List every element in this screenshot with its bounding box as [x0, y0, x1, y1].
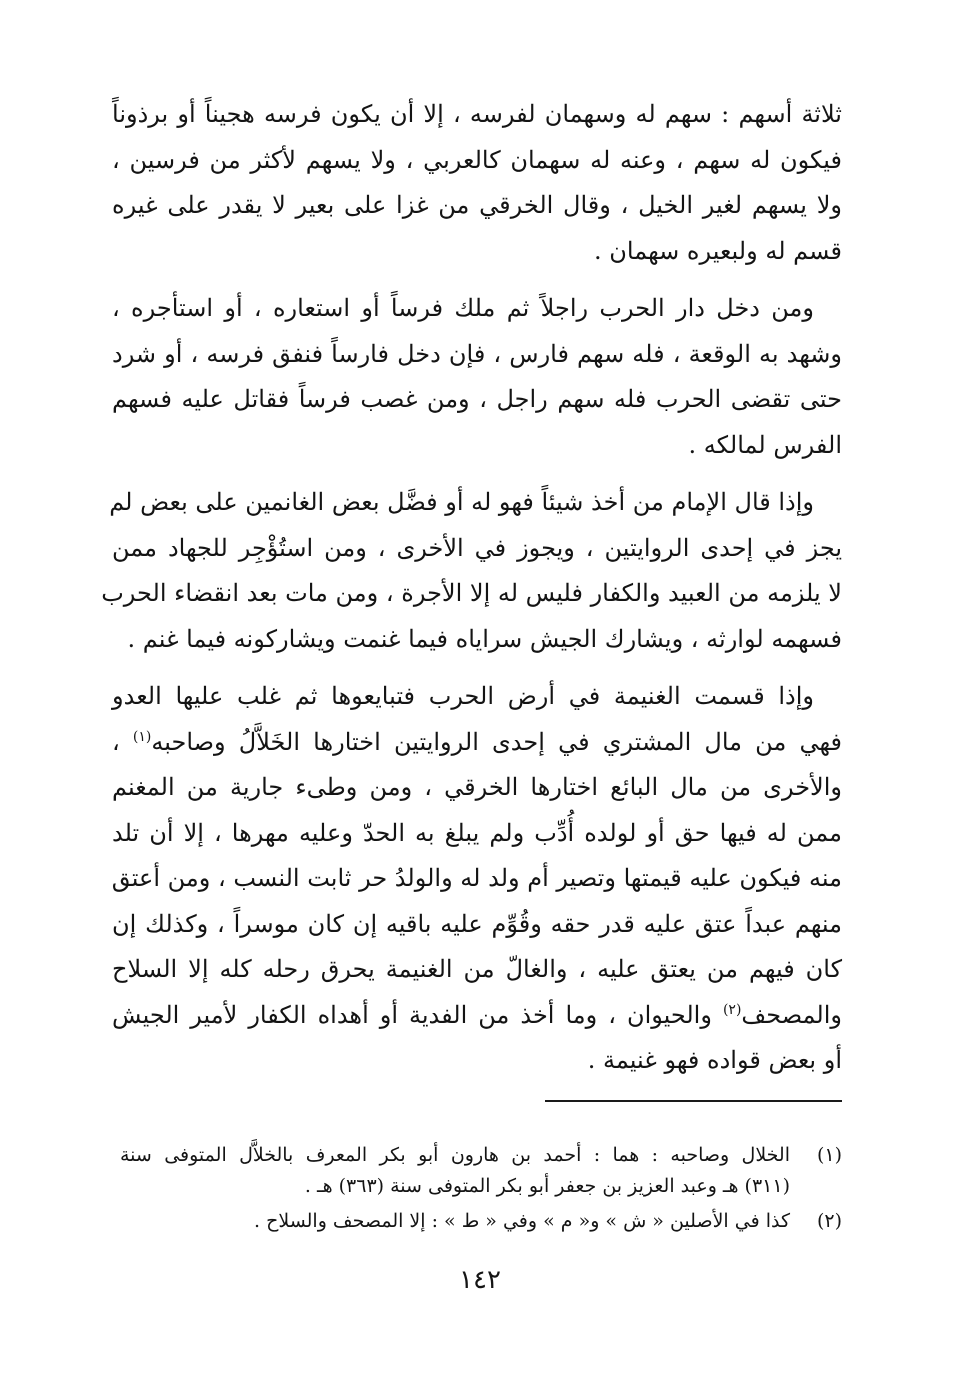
main-text	[101, 92, 843, 1096]
footnote-line: (٣١١) هـ وعبد العزيز بن جعفر أبو بكر المتوفى سنة (٣٦٣) هـ .	[304, 1175, 790, 1197]
text-line: فسهمه لوارثه ، ويشارك الجيش سراياه فيما غنمت ويشاركونه فيما غنم .	[127, 624, 842, 653]
footnote-divider	[545, 1100, 842, 1102]
text-segment: فهي من مال المشتري في إحدى الروايتين اختارها الخَلاَّلُ وصاحبه	[151, 727, 843, 756]
paragraph-3	[101, 480, 842, 662]
text-line	[112, 720, 842, 766]
text-line: أو بعض قواده فهو غنيمة .	[587, 1046, 842, 1074]
text-segment: ،	[112, 727, 133, 756]
text-line: كان فيهم من يعتق عليه ، والغالّ من الغنيمة يحرق رحله كله إلا السلاح	[112, 955, 842, 983]
text-segment: والحيوان ، وما أخذ من الفدية أو أهداه الكفار لأمير الجيش	[112, 1000, 723, 1029]
text-line: والأخرى من مال البائع اختارها الخرقي ، ومن وطىء جارية من المغنم	[112, 773, 842, 801]
footnote-1	[120, 1140, 842, 1202]
page-number: ١٤٢	[459, 1265, 501, 1295]
footnote-marker-2[interactable]: (٢)	[722, 1001, 742, 1018]
text-line: حتى تقضى الحرب فله سهم راجل ، ومن غصب فرساً فقاتل عليه فسهم	[112, 385, 842, 413]
text-line: ثلاثة أسهم : سهم له وسهمان لفرسه ، إلا أن يكون فرسه هجيناً أو برذوناً	[112, 100, 842, 128]
text-line: الفرس لمالكه .	[688, 430, 842, 459]
text-line: قسم له ولبعيره سهمان .	[594, 236, 842, 265]
footnote-line: كذا في الأصلين « ش » و« م » وفي « ط » : إلا المصحف والسلاح .	[254, 1210, 790, 1232]
footnote-line: الخلال وصاحبه : هما : أحمد بن هارون أبو بكر المعرف بالخلاَّل المتوفى سنة	[120, 1144, 790, 1166]
text-line: ومن دخل دار الحرب راجلاً ثم ملك فرساً أو استعاره ، أو استأجره ،	[112, 294, 814, 322]
text-line	[112, 993, 842, 1039]
text-line: وإذا قسمت الغنيمة في أرض الحرب فتبايعوها ثم غلب عليها العدو	[112, 682, 814, 710]
text-segment: والمصحف	[741, 1000, 842, 1029]
text-line: يجز في إحدى الروايتين ، ويجوز في الأخرى ، ومن استُؤْجِر للجهاد ممن	[112, 533, 842, 562]
footnote-number: (١)	[816, 1144, 842, 1166]
paragraph-2	[112, 286, 842, 468]
text-line: لا يلزمه من العبيد والكفار فليس له إلا الأجرة ، ومن مات بعد انقضاء الحرب	[101, 579, 842, 607]
footnote-marker-1[interactable]: (١)	[132, 728, 152, 745]
text-line: وإذا قال الإمام من أخذ شيئاً فهو له أو فضَّل بعض الغانمين على بعض لم	[109, 488, 814, 516]
text-line: فيكون له سهم ، وعنه له سهمان كالعربي ، ولا يسهم لأكثر من فرسين ،	[112, 145, 842, 174]
text-line: ممن له فيها حق أو لولده أُدِّب ولم يبلغ به الحدّ وعليه مهرها ، إلا أن تلد	[112, 818, 842, 847]
text-line: ولا يسهم لغير الخيل ، وقال الخرقي من غزا على بعير لا يقدر على غيره	[112, 191, 842, 219]
paragraph-1	[112, 92, 842, 274]
paragraph-4	[112, 674, 842, 1084]
footnote-2	[120, 1206, 842, 1237]
footnote-text	[120, 1206, 790, 1237]
text-line: منهم عبداً عتق عليه قدر حقه وقُوِّم عليه باقيه إن كان موسراً ، وكذلك إن	[112, 909, 842, 938]
footnote-number: (٢)	[816, 1210, 842, 1232]
text-line: منه فيكون عليه قيمتها وتصير أم ولد له والولدُ حر ثابت النسب ، ومن أعتق	[111, 864, 842, 892]
footnotes	[120, 1140, 842, 1241]
footnote-text	[120, 1140, 790, 1202]
text-line: وشهد به الوقعة ، فله سهم فارس ، فإن دخل فارساً فنفق فرسه ، أو شرد	[112, 339, 842, 368]
